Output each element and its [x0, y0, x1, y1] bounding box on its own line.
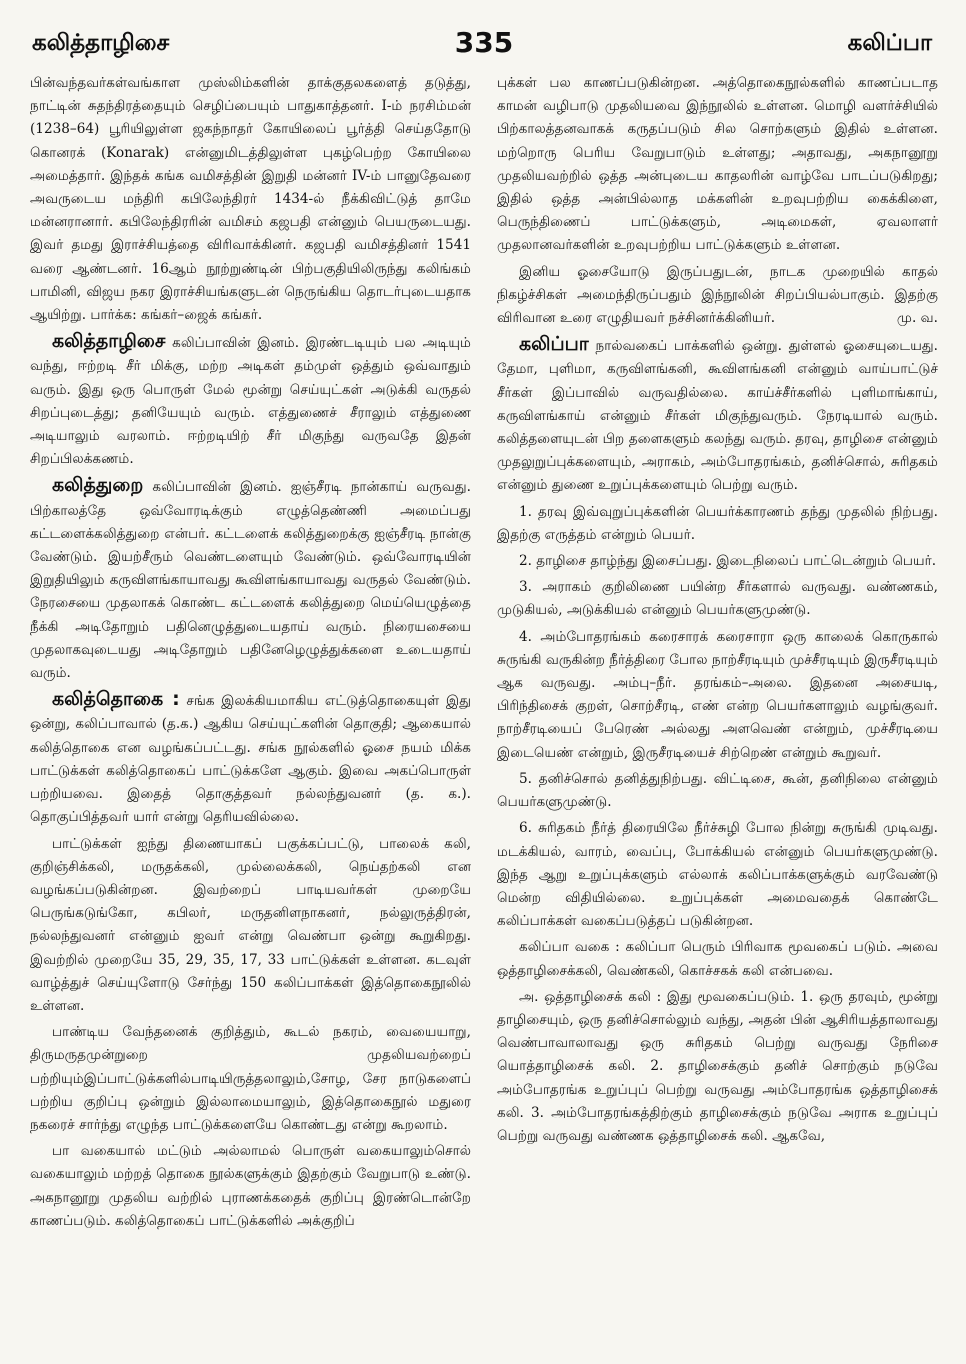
entry-headword: கலித்தாழிசை — [52, 330, 166, 353]
paragraph-text: புக்கள் பல காணப்படுகின்றன. அத்தொகைநூல்களில் காணப்படாத காமன் வழிபாடு முதலியவை இந்நூலில் உள்ளன. மொழி வளர்ச்சியில் பிற்காலத்தனவாகக் கருதப்படும் சில சொற்களும் இதில் உள்ளன. மற்றொரு பெரிய வேறுபாடும் உள்ளது; அதாவது, அகநானூறு முதலியவற்றில் ஒத்த அன்புடைய காதலரின் வாழ்வே பாடப்படுகிறது; இதில் ஒத்த அன்பில்லாத மக்களின் உறவுபற்றிய கைக்கிளை, பெருந்திணைப் பாட்டுக்களும், அடிமைகள், ஏவலாளர் முதலானவர்களின் உறவுபற்றிய பாட்டுக்களும் உள்ளன. — [497, 75, 938, 254]
body-paragraph — [497, 501, 938, 547]
entry-paragraph — [30, 330, 471, 471]
page-header — [30, 22, 938, 62]
entry-paragraph — [30, 688, 471, 829]
text-columns — [30, 72, 938, 1236]
author-signature: மு. வ. — [896, 310, 938, 327]
paragraph-text: பின்வந்தவர்கள்வங்காள முஸ்லிம்களின் தாக்குதலகளைத் தடுத்து, நாட்டின் சுதந்திரத்தையும் செழிப்பையும் பாதுகாத்தனர். I-ம் நரசிம்மன் (1238–64) பூரியிலுள்ள ஜகந்நாதர் கோயிலைப் பூர்த்தி செய்ததோடு கொனரக் (Konarak) என்னுமிடத்திலுள்ள புகழ்பெற்ற கோயிலை அமைத்தார். இந்தக் கங்க வமிசத்தின் இறுதி மன்னர் IV-ம் பானுதேவரை அவருடைய மந்திரி கபிலேந்திரர் 1434-ல் நீக்கிவிட்டுத் தாமே மன்னரானார். கபிலேந்திரரின் வமிசம் கஜபதி என்னும் பெயருடையது. இவர் தமது இராச்சியத்தை விரிவாக்கினர். கஜபதி வமிசத்தினர் 1541 வரை ஆண்டனர். 16ஆம் நூற்றுண்டின் பிற்பகுதியிலிருந்து கலிங்கம் பாமினி, விஜய நகர இராச்சியங்களுடன் நெருங்கிய தொடர்புடையதாக ஆயிற்று. பார்க்க: கங்கர்–ஜைக் கங்கர். — [30, 75, 471, 324]
paragraph-text: அ. ஒத்தாழிசைக் கலி : இது மூவகைப்படும். 1. ஒரு தரவும், மூன்று தாழிசையும், ஒரு தனிச்சொல்லும் வந்து, அதன் பின் ஆசிரியத்தாலாவது வெண்பாவாலாவது ஒரு சுரிதகம் பெற்று வருவது நேரிசை யொத்தாழிசைக் கலி. 2. தாழிசைக்கும் தனிச் சொற்கும் நடுவே அம்போதரங்க உறுப்புப் பெற்று வருவது அம்போதரங்க ஒத்தாழிசைக் கலி. 3. அம்போதரங்கத்திற்கும் தாழிசைக்கும் நடுவே அராக உறுப்புப் பெற்று வருவது வண்ணக ஒத்தாழிசைக் கலி. ஆகவே, — [497, 988, 938, 1144]
body-paragraph — [497, 986, 938, 1148]
body-paragraph — [497, 550, 938, 573]
paragraph-text: கலிப்பாவின் இனம். ஐஞ்சீரடி நான்காய் வருவது. பிற்காலத்தே ஒவ்வோரடிக்கும் எழுத்தெண்ணி அமைப்பது கட்டளைக்கலித்துறை என்பர். கட்டளைக் கலித்துறைக்கு ஐஞ்சீரடி நான்கு வேண்டும். இயற்சீரும் வெண்டளையும் வேண்டும். ஒவ்வோரடியின் இறுதியிலும் கருவிளங்காயாவது கூவிளங்காயாவது வருதல் வேண்டும். நேரசையை முதலாகக் கொண்ட கட்டளைக் கலித்துறை மெய்யெழுத்தை நீக்கி அடிதோறும் பதினெழுத்துடையதாய் வரும். நிரையசையை முதலாகவுடையது அடிதோறும் பதினேழெழுத்துக்களை உடையதாய் வரும். — [30, 479, 471, 682]
left-column — [30, 72, 471, 1236]
paragraph-text: இனிய ஓசையோடு இருப்பதுடன், நாடக முறையில் காதல் நிகழ்ச்சிகள் அமைந்திருப்பதும் இந்நூலின் சிறப்பியல்பாகும். இதற்கு விரிவான உரை எழுதியவர் நச்சினர்க்கினியர். — [497, 263, 938, 327]
entry-paragraph — [497, 333, 938, 497]
body-paragraph — [30, 1021, 471, 1137]
body-paragraph — [497, 817, 938, 933]
entry-headword: கலித்தொகை : — [52, 688, 180, 711]
body-paragraph — [30, 1140, 471, 1233]
paragraph-text: 5. தனிச்சொல் தனித்துநிற்பது. விட்டிசை, கூன், தனிநிலை என்னும் பெயர்களுமுண்டு. — [497, 770, 938, 811]
body-paragraph — [497, 626, 938, 765]
paragraph-text: 2. தாழிசை தாழ்ந்து இசைப்பது. இடைநிலைப் பாட்டென்றும் பெயர். — [519, 553, 937, 570]
right-column — [497, 72, 938, 1236]
paragraph-text: 6. சுரிதகம் நீர்த் திரையிலே நீர்ச்சுழி போல நின்று சுருங்கி முடிவது. மடக்கியல், வாரம், வைப்பு, போக்கியல் என்னும் பெயர்களுமுண்டு. இந்த ஆறு உறுப்புக்களும் எல்லாக் கலிப்பாக்களுக்கும் வரவேண்டு மென்ற விதியில்லை. உறுப்புக்கள் அமைவதைக் கொண்டே கலிப்பாக்கள் வகைப்படுத்தப் படுகின்றன. — [497, 820, 938, 930]
running-head-left: கலித்தாழிசை — [32, 30, 170, 56]
paragraph-text: 3. அராகம் குறிலிணை பயின்ற சீர்களால் வருவது. வண்ணகம், முடுகியல், அடுக்கியல் என்னும் பெயர்களுமுண்டு. — [497, 579, 938, 619]
paragraph-text: 1. தரவு இவ்வுறுப்புக்களின் பெயர்க்காரணம் தந்து முதலில் நிற்பது. இதற்கு எருத்தம் என்றும் பெயர். — [497, 503, 938, 543]
entry-paragraph — [30, 474, 471, 685]
body-paragraph — [497, 768, 938, 814]
paragraph-text: நால்வகைப் பாக்களில் ஒன்று. துள்ளல் ஓசையுடையது. தேமா, புளிமா, கருவிளங்கனி, கூவிளங்கனி என்னும் வாய்பாட்டுச் சீர்கள் இப்பாவில் வருவதில்லை. காய்ச்சீர்களில் புளிமாங்காய், கருவிளங்காய் என்னும் சீர்கள் மிகுந்துவரும். நேரடியால் வரும். கலித்தளையுடன் பிற தளைகளும் கலந்து வரும். தரவு, தாழிசை என்னும் முதலுறுப்புக்களையும், அராகம், அம்போதரங்கம், தனிச்சொல், சுரிதகம் என்னும் துணை உறுப்புக்களையும் பெற்று வரும். — [497, 338, 938, 494]
body-paragraph — [497, 936, 938, 982]
body-paragraph — [497, 72, 938, 258]
paragraph-text: பா வகையால் மட்டும் அல்லாமல் பொருள் வகையாலும்சொல் வகையாலும் மற்றத் தொகை நூல்களுக்கும் இதற்கும் வேறுபாடு உண்டு. அகநானூறு முதலிய வற்றில் புராணக்கதைக் குறிப்பு இரண்டொன்றே காணப்படும். கலித்தொகைப் பாட்டுக்களில் அக்குறிப் — [30, 1143, 471, 1229]
entry-headword: கலித்துறை — [52, 474, 144, 497]
paragraph-text: பாண்டிய வேந்தனைக் குறித்தும், கூடல் நகரம், வையையாறு, திருமருதமுன்றுறை முதலியவற்றைப் பற்றியும்இப்பாட்டுக்களில்பாடியிருத்தலாலும்,சோழ, சேர நாடுகளைப் பற்றிய குறிப்பு ஒன்றும் இல்லாமையாலும், இத்தொகைநூல் மதுரை நகரைச் சார்ந்து எழுந்த பாட்டுக்களையே கொண்டது என்று கூறலாம். — [30, 1024, 471, 1133]
body-paragraph — [30, 72, 471, 327]
paragraph-text: பாட்டுக்கள் ஐந்து திணையாகப் பகுக்கப்பட்டு, பாலைக் கலி, குறிஞ்சிக்கலி, மருதக்கலி, முல்லைக்கலி, நெய்தற்கலி என வழங்கப்படுகின்றன. இவற்றைப் பாடியவர்கள் முறையே பெருங்கடுங்கோ, கபிலர், மருதனிளநாகனர், நல்லுருத்திரன், நல்லந்துவனர் என்னும் ஐவர் என்று வெண்பா ஒன்று கூறுகிறது. இவற்றில் முறையே 35, 29, 35, 17, 33 பாட்டுக்கள் உள்ளன. கடவுள் வாழ்த்துச் செய்யுளோடு சேர்ந்து 150 கலிப்பாக்கள் இத்தொகைநூலில் உள்ளன. — [30, 835, 471, 1014]
body-paragraph — [497, 261, 938, 331]
page-number: 335 — [454, 26, 514, 59]
paragraph-text: கலிப்பா வகை : கலிப்பா பெரும் பிரிவாக மூவகைப் படும். அவை ஒத்தாழிசைக்கலி, வெண்கலி, கொச்சகக் கலி என்பவை. — [497, 939, 938, 979]
entry-headword: கலிப்பா — [519, 333, 589, 356]
body-paragraph — [30, 833, 471, 1019]
running-head-right: கலிப்பா — [847, 30, 932, 56]
paragraph-text: சங்க இலக்கியமாகிய எட்டுத்தொகையுள் இது ஒன்று, கலிப்பாவால் (த.க.) ஆகிய செய்யுட்களின் தொகுதி; ஆகையால் கலித்தொகை என வழங்கப்பட்டது. சங்க நூல்களில் ஓசை நயம் மிக்க பாட்டுக்கள் கலித்தொகைப் பாட்டுக்களே ஆகும். இவை அகப்பொருள் பற்றியவை. இதைத் தொகுத்தவர் நல்லந்துவனர் (த. க.). தொகுப்பித்தவர் யார் என்று தெரியவில்லை. — [30, 693, 471, 826]
body-paragraph — [497, 576, 938, 622]
paragraph-text: 4. அம்போதரங்கம் கரைசாரக் கரைசாரா ஒரு காலைக் கொருகால் சுருங்கி வருகின்ற நீர்த்திரை போல நாற்சீரடியும் முச்சீரடியும் இருசீரடியும் ஆக வருவது. அம்பு–நீர். தரங்கம்–அலை. இதனை அசையடி, பிரிந்திசைக் குறள், சொற்சீரடி, எண் என்ற பெயர்களாலும் வழங்குவர். நாற்சீரடியைப் பேரெண் அல்லது அளவெண் என்றும், முச்சீரடியை இடையெண் என்றும், இருசீரடியைச் சிற்றெண் என்றும் கூறுவர். — [497, 628, 938, 761]
paragraph-text: கலிப்பாவின் இனம். இரண்டடியும் பல அடியும் வந்து, ஈற்றடி சீர் மிக்கு, மற்ற அடிகள் தம்முள் ஒத்தும் ஒவ்வாதும் வரும். இது ஒரு பொருள் மேல் மூன்று செய்யுட்கள் அடுக்கி வருதல் சிறப்புடைத்து; தனியேயும் வரும். எத்துணைச் சீராலும் எத்துணை அடியாலும் வரலாம். ஈற்றடியிற் சீர் மிகுந்து வருவதே இதன் சிறப்பிலக்கணம். — [30, 335, 471, 468]
